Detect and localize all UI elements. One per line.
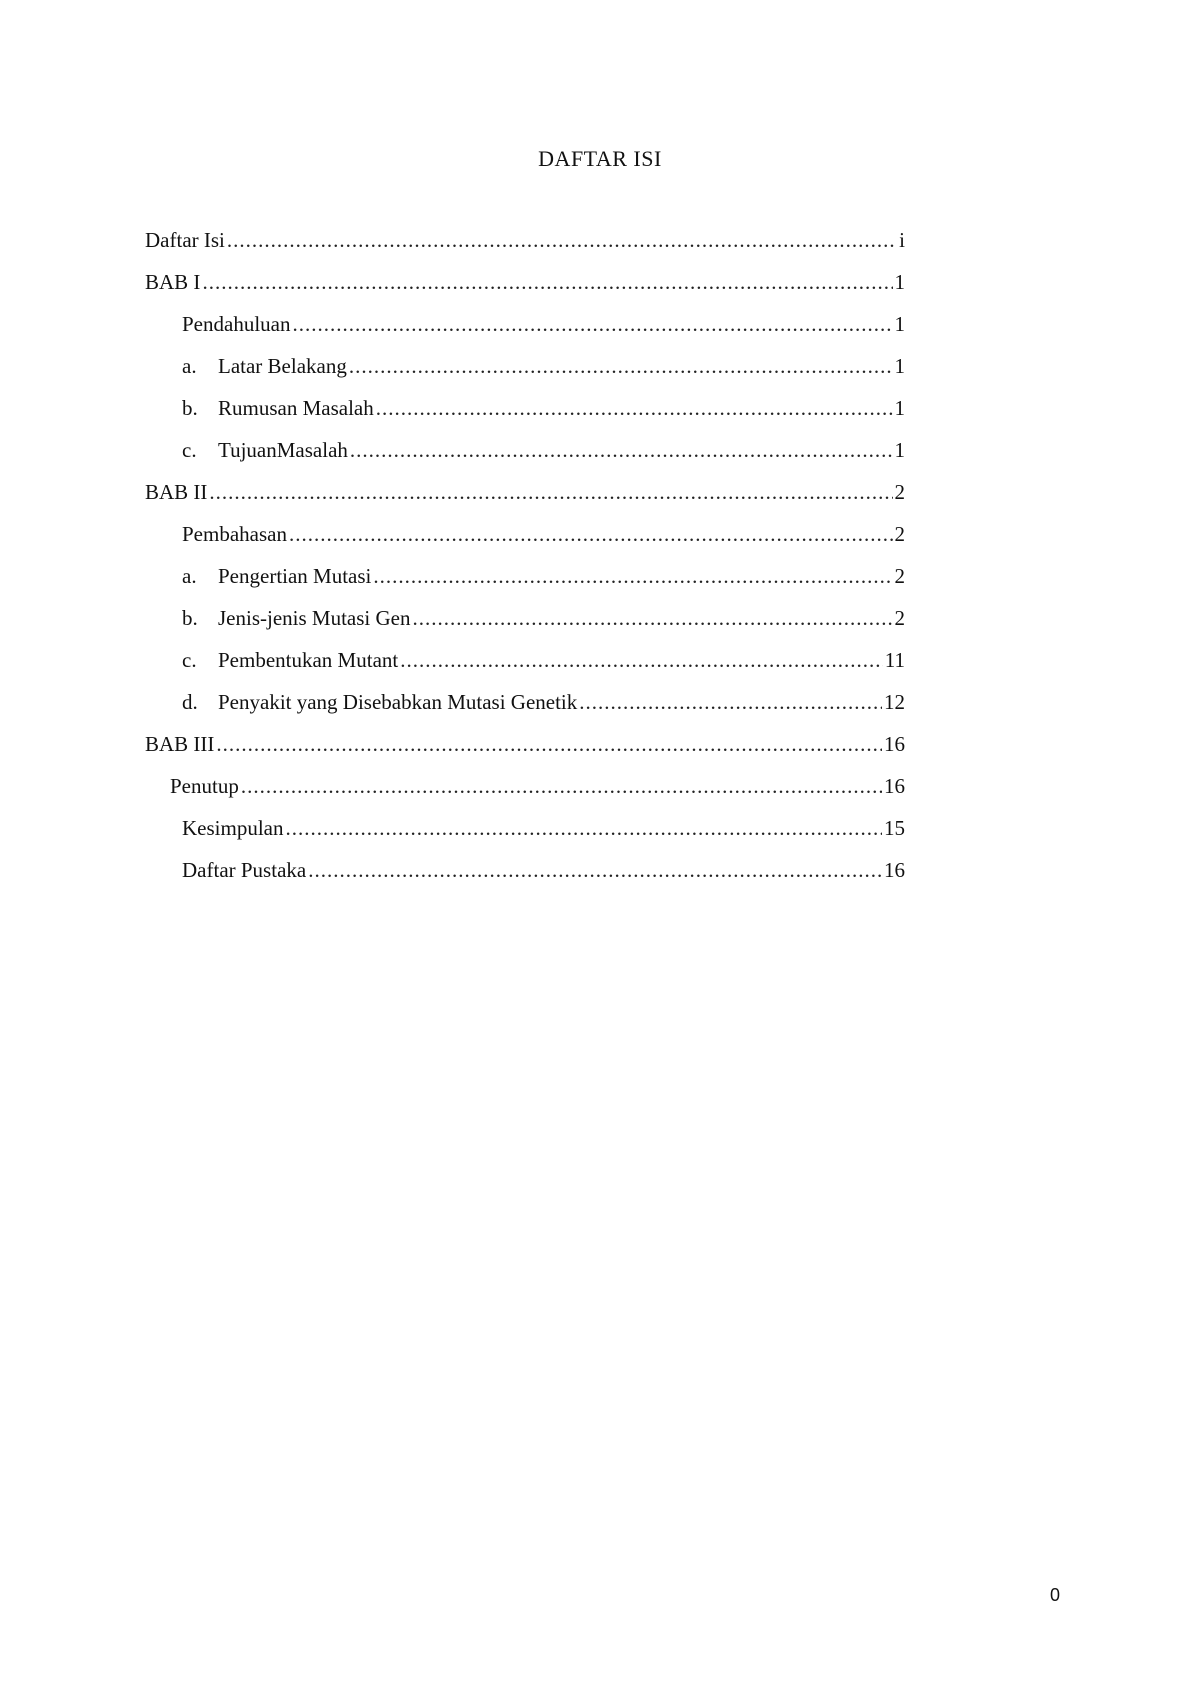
toc-dot-leader	[241, 774, 882, 799]
toc-entry-label: BAB II	[145, 480, 208, 504]
toc-entry-penutup[interactable]	[145, 774, 905, 816]
toc-page-number: 2	[894, 606, 905, 630]
toc-entry-penyakit-mutasi-genetik[interactable]	[145, 690, 905, 732]
toc-entry-label: Pendahuluan	[182, 312, 291, 336]
toc-dot-leader	[373, 564, 892, 589]
toc-entry-daftar-isi[interactable]	[145, 228, 905, 270]
toc-entry-pendahuluan[interactable]	[145, 312, 905, 354]
toc-entry-label: Pembahasan	[182, 522, 287, 546]
toc-list-marker: a.	[182, 354, 197, 378]
toc-entry-pembahasan[interactable]	[145, 522, 905, 564]
toc-entry-label: TujuanMasalah	[218, 438, 348, 462]
toc-entry-kesimpulan[interactable]	[145, 816, 905, 858]
toc-dot-leader	[227, 228, 897, 253]
toc-entry-label: Jenis-jenis Mutasi Gen	[218, 606, 411, 630]
toc-entry-bab-iii[interactable]	[145, 732, 905, 774]
toc-entry-label: BAB III	[145, 732, 215, 756]
toc-entry-label: Pembentukan Mutant	[218, 648, 399, 672]
toc-entry-daftar-pustaka[interactable]	[145, 858, 905, 900]
toc-dot-leader	[209, 480, 892, 505]
toc-dot-leader	[412, 606, 892, 631]
toc-dot-leader	[579, 690, 882, 715]
toc-page-number: 12	[884, 690, 905, 714]
toc-page-number: 1	[894, 312, 905, 336]
toc-entry-rumusan-masalah[interactable]	[145, 396, 905, 438]
toc-page-number: 16	[884, 774, 905, 798]
page-title: DAFTAR ISI	[538, 146, 662, 171]
toc-page-number: 1	[894, 354, 905, 378]
toc-dot-leader	[308, 858, 882, 883]
toc-page-number: 16	[884, 732, 905, 756]
toc-page-number: 11	[884, 648, 905, 672]
toc-dot-leader	[400, 648, 883, 673]
toc-entry-pembentukan-mutant[interactable]	[145, 648, 905, 690]
toc-entry-pengertian-mutasi[interactable]	[145, 564, 905, 606]
toc-entry-label: Latar Belakang	[218, 354, 347, 378]
toc-dot-leader	[350, 438, 893, 463]
toc-entry-label: Daftar Isi	[145, 228, 225, 252]
toc-entry-label: Daftar Pustaka	[182, 858, 307, 882]
table-of-contents	[145, 228, 905, 900]
toc-list-marker: c.	[182, 438, 197, 462]
page-number: 0	[1049, 1585, 1060, 1605]
toc-dot-leader	[202, 270, 892, 295]
toc-dot-leader	[292, 312, 892, 337]
toc-dot-leader	[376, 396, 893, 421]
toc-page-number: 1	[894, 438, 905, 462]
toc-dot-leader	[289, 522, 893, 547]
toc-page-number: 2	[894, 480, 905, 504]
toc-page-number: 2	[894, 522, 905, 546]
toc-page-number: 2	[894, 564, 905, 588]
toc-page-number: 1	[894, 396, 905, 420]
toc-entry-label: Penutup	[170, 774, 239, 798]
toc-page-number: i	[899, 228, 905, 252]
toc-entry-label: BAB I	[145, 270, 201, 294]
toc-dot-leader	[216, 732, 882, 757]
toc-entry-tujuan-masalah[interactable]	[145, 438, 905, 480]
toc-dot-leader	[285, 816, 882, 841]
toc-list-marker: a.	[182, 564, 197, 588]
toc-dot-leader	[349, 354, 893, 379]
toc-page-number: 15	[884, 816, 905, 840]
toc-page-number: 16	[884, 858, 905, 882]
toc-list-marker: c.	[182, 648, 197, 672]
toc-entry-latar-belakang[interactable]	[145, 354, 905, 396]
toc-entry-label: Kesimpulan	[182, 816, 284, 840]
toc-entry-label: Rumusan Masalah	[218, 396, 374, 420]
toc-list-marker: d.	[182, 690, 198, 714]
toc-list-marker: b.	[182, 396, 198, 420]
toc-list-marker: b.	[182, 606, 198, 630]
toc-entry-label: Pengertian Mutasi	[218, 564, 372, 588]
toc-entry-label: Penyakit yang Disebabkan Mutasi Genetik	[218, 690, 578, 714]
toc-entry-bab-i[interactable]	[145, 270, 905, 312]
toc-entry-bab-ii[interactable]	[145, 480, 905, 522]
toc-page-number: 1	[894, 270, 905, 294]
toc-entry-jenis-mutasi-gen[interactable]	[145, 606, 905, 648]
